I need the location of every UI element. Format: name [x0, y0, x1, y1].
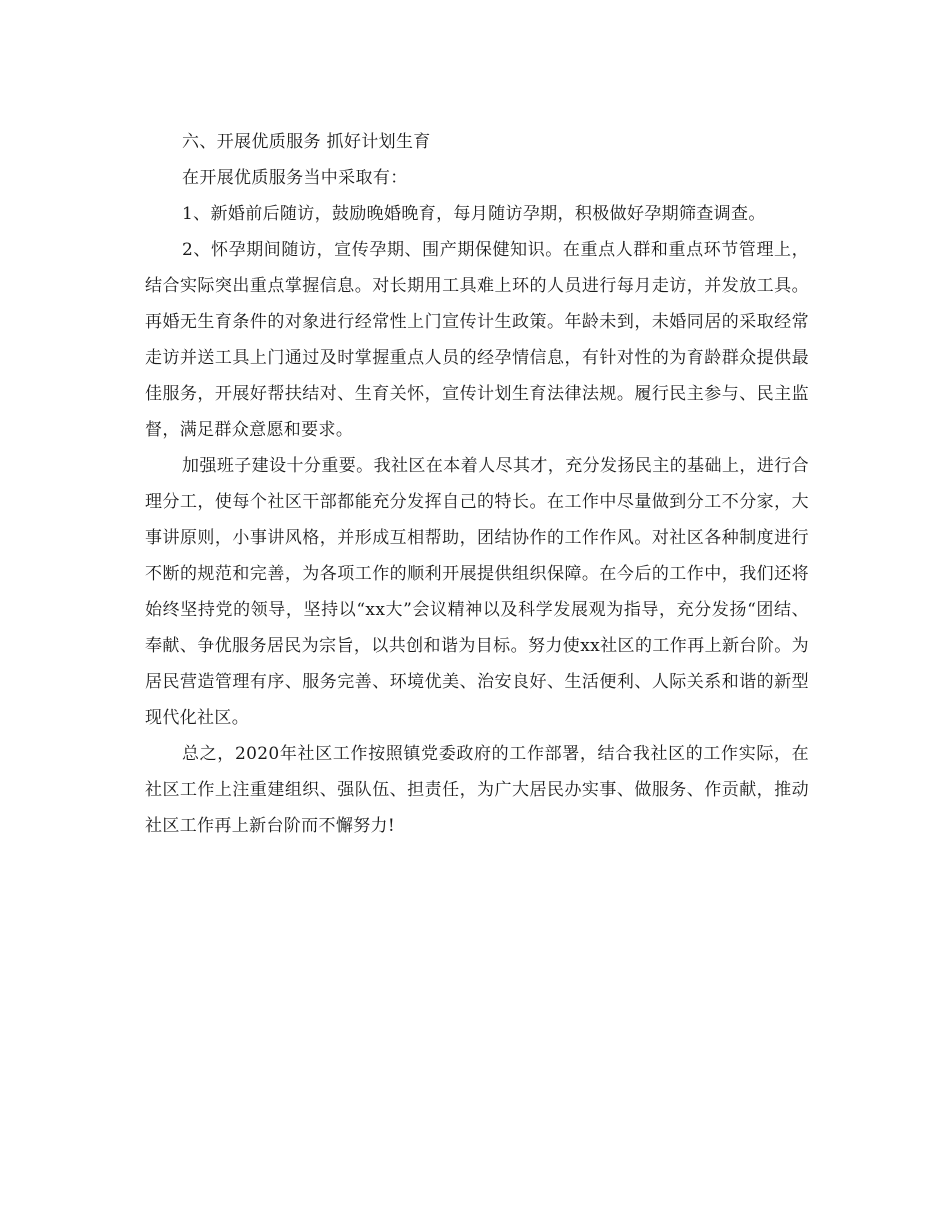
document-body [145, 124, 809, 844]
paragraph-item-2: 2、怀孕期间随访，宣传孕期、围产期保健知识。在重点人群和重点环节管理上，结合实际突出重点掌握信息。对长期用工具难上环的人员进行每月走访，并发放工具。再婚无生育条件的对象进行经常性上门宣传计生政策。年龄未到，未婚同居的采取经常走访并送工具上门通过及时掌握重点人员的经孕情信息，有针对性的为育龄群众提供最佳服务，开展好帮扶结对、生育关怀，宣传计划生育法律法规。履行民主参与、民主监督，满足群众意愿和要求。 [145, 240, 809, 440]
paragraph-team-building: 加强班子建设十分重要。我社区在本着人尽其才，充分发扬民主的基础上，进行合理分工，使每个社区干部都能充分发挥自己的特长。在工作中尽量做到分工不分家，大事讲原则，小事讲风格，并形成互相帮助，团结协作的工作作风。对社区各种制度进行不断的规范和完善，为各项工作的顺利开展提供组织保障。在今后的工作中，我们还将始终坚持党的领导，坚持以“xx大”会议精神以及科学发展观为指导，充分发扬“团结、奉献、争优服务居民为宗旨，以共创和谐为目标。努力使xx社区的工作再上新台阶。为居民营造管理有序、服务完善、环境优美、治安良好、生活便利、人际关系和谐的新型现代化社区。 [145, 456, 809, 728]
section-heading: 六、开展优质服务 抓好计划生育 [182, 132, 431, 152]
paragraph-conclusion: 总之，2020年社区工作按照镇党委政府的工作部署，结合我社区的工作实际，在社区工作上注重建组织、强队伍、担责任，为广大居民办实事、做服务、作贡献，推动社区工作再上新台阶而不懈努力! [145, 744, 809, 836]
paragraph-intro: 在开展优质服务当中采取有： [182, 168, 408, 188]
paragraph-item-1: 1、新婚前后随访，鼓励晚婚晚育，每月随访孕期，积极做好孕期筛查调查。 [182, 204, 766, 224]
